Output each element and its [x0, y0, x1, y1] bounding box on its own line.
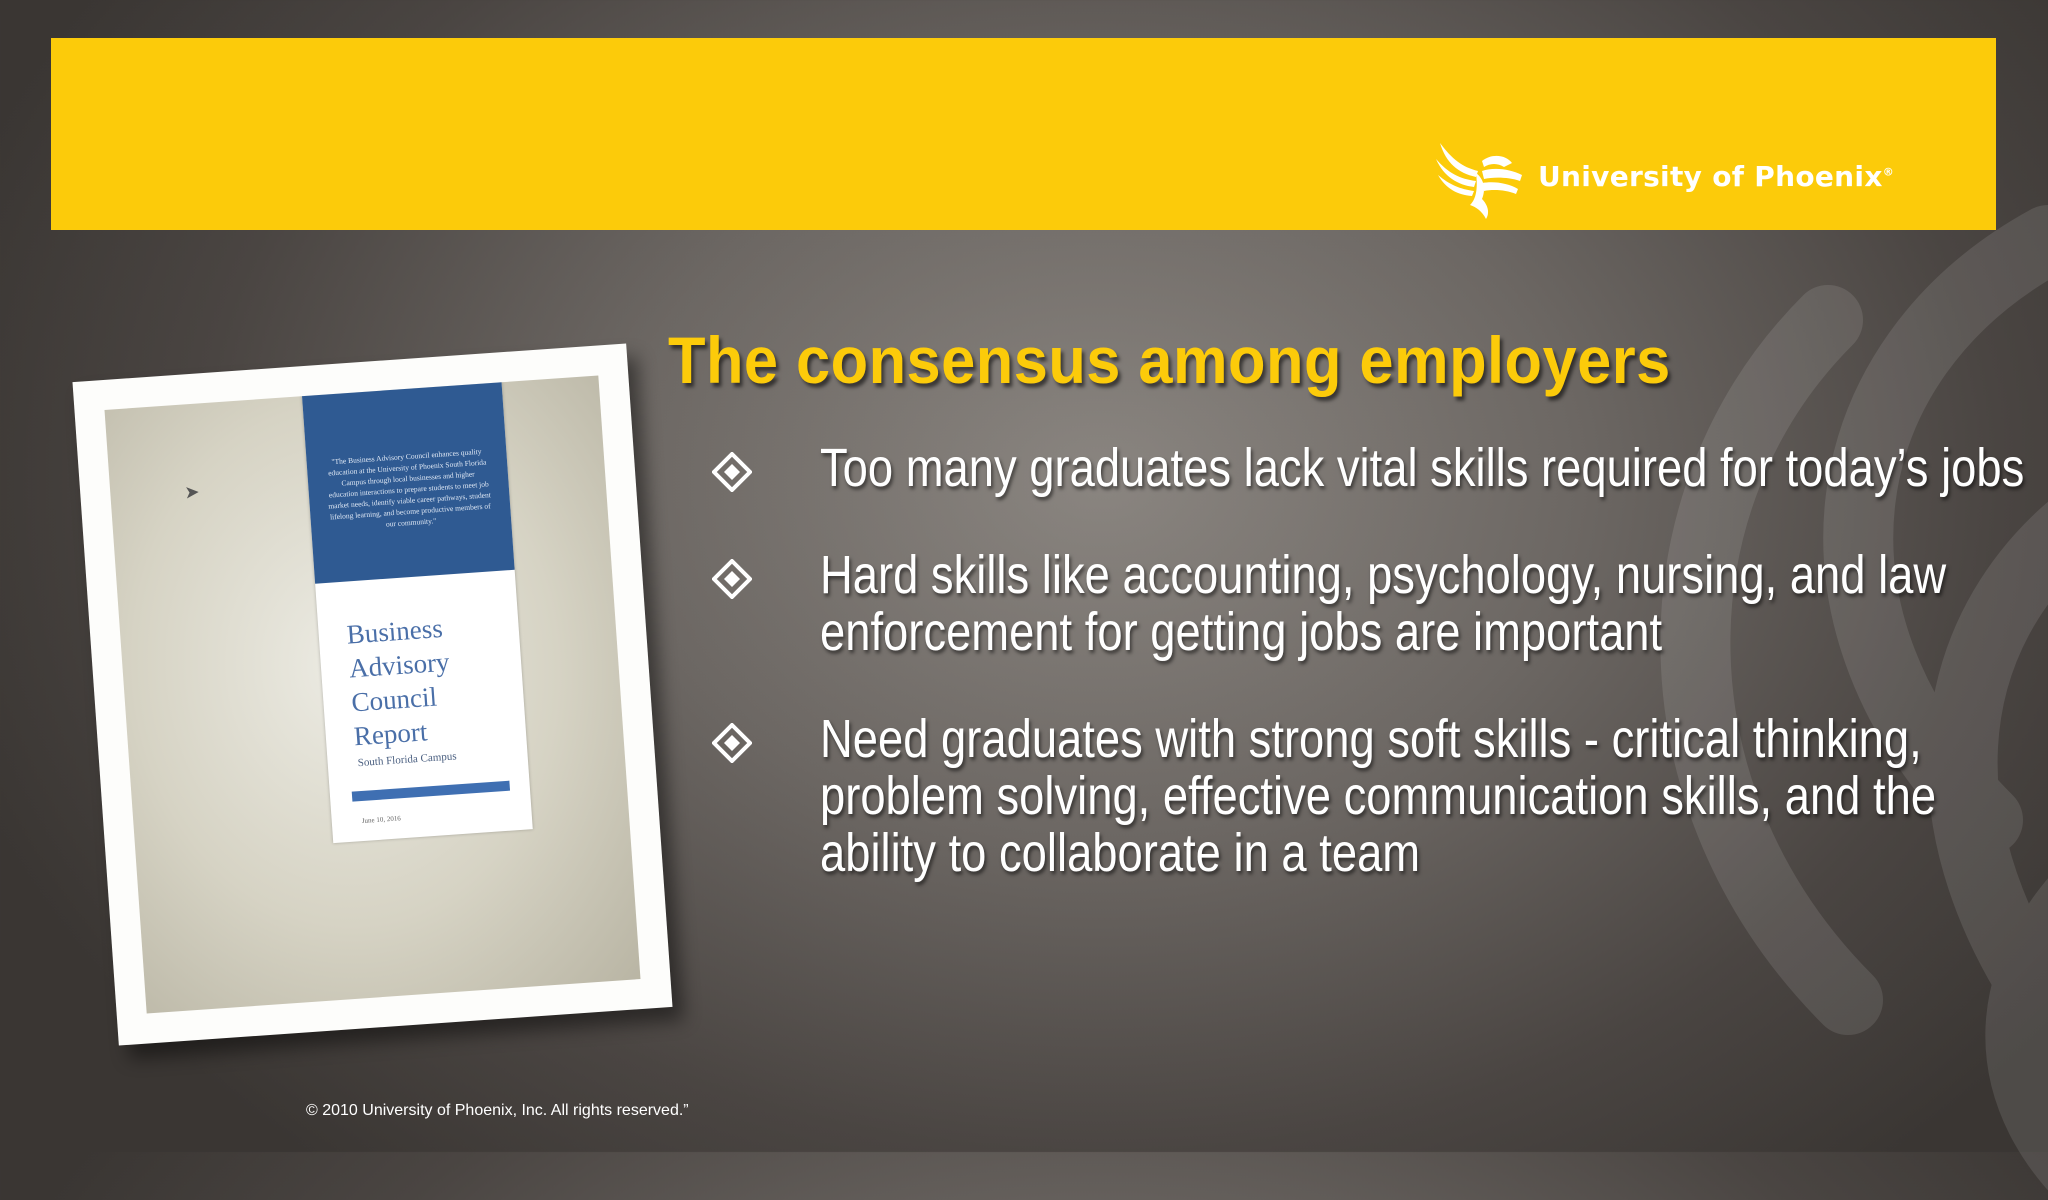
bullet-item — [712, 711, 2032, 882]
diamond-bullet-icon — [712, 559, 752, 599]
report-subtitle: South Florida Campus — [357, 750, 457, 770]
slide-title: The consensus among employers — [668, 323, 1671, 397]
report-title: Business Advisory Council Report — [345, 612, 451, 752]
phoenix-logo-icon — [1432, 133, 1524, 219]
report-bar — [352, 781, 510, 802]
logo-text: University of Phoenix® — [1537, 159, 1894, 193]
photo-background — [105, 375, 641, 1013]
diamond-bullet-icon — [712, 723, 752, 763]
bullet-text: Too many graduates lack vital skills required for today’s jobs — [820, 438, 2025, 498]
university-logo — [1432, 133, 1894, 219]
report-quote: "The Business Advisory Council enhances quality education at the University of Phoenix South Florida Campus through local businesses and higher education interactions to prepare students to meet job market needs, identify viable career pathways, student lifelong learning, and become productive members of our community." — [302, 380, 515, 583]
report-date: June 10, 2016 — [361, 814, 402, 826]
cursor-icon: ➤ — [183, 481, 201, 503]
report-photo — [72, 343, 672, 1045]
diamond-bullet-icon — [712, 452, 752, 492]
header-banner — [51, 38, 1996, 230]
bullet-item — [712, 547, 2032, 661]
bullet-list — [712, 440, 2032, 932]
report-cover — [302, 380, 533, 843]
bullet-item — [712, 440, 2032, 497]
copyright-footer: © 2010 University of Phoenix, Inc. All rights reserved.” — [306, 1102, 689, 1119]
bullet-text: Need graduates with strong soft skills - critical thinking, problem solving, effective communication skills, and the ability to collaborate in a team — [820, 709, 1937, 883]
bullet-text: Hard skills like accounting, psychology, nursing, and law enforcement for getting jobs are important — [820, 545, 1947, 662]
